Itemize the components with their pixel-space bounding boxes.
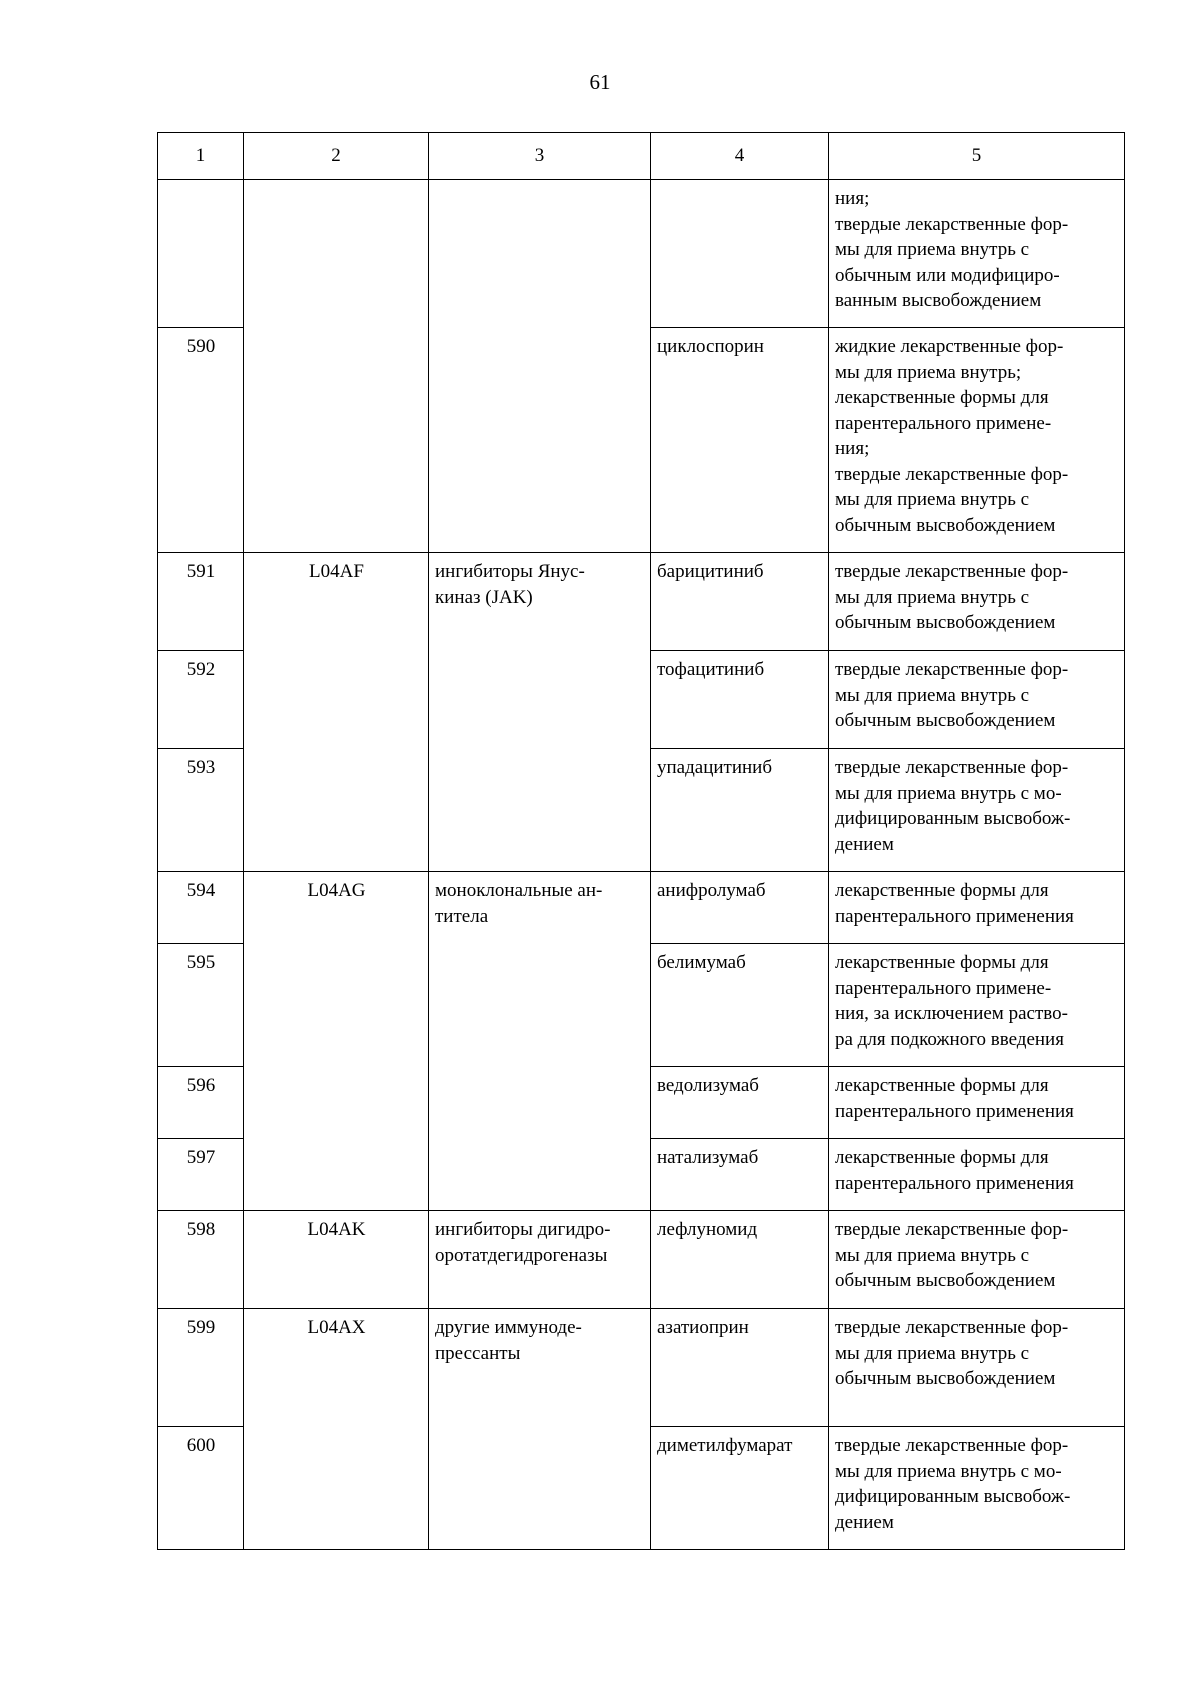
drug-name: тофацитиниб xyxy=(651,651,829,749)
drug-name: азатиоприн xyxy=(651,1309,829,1427)
atc-code xyxy=(244,180,429,553)
drug-name: упадацитиниб xyxy=(651,749,829,872)
page-number: 61 xyxy=(589,70,611,94)
drug-name xyxy=(651,180,829,328)
dosage-form: лекарственные формы для парентерального применения xyxy=(829,1067,1125,1139)
column-header: 4 xyxy=(651,133,829,180)
column-header: 3 xyxy=(429,133,651,180)
row-number: 592 xyxy=(158,651,244,749)
drug-table xyxy=(157,132,1125,1550)
dosage-form: твердые лекарственные фор- мы для приема внутрь с обычным высвобождением xyxy=(829,1309,1125,1427)
dosage-form: твердые лекарственные фор- мы для приема внутрь с обычным высвобождением xyxy=(829,651,1125,749)
drug-name: циклоспорин xyxy=(651,328,829,553)
column-header: 5 xyxy=(829,133,1125,180)
group-name: ингибиторы Янус- киназ (JAK) xyxy=(429,553,651,872)
row-number: 600 xyxy=(158,1427,244,1550)
table-row xyxy=(158,1211,1125,1309)
drug-name: барицитиниб xyxy=(651,553,829,651)
table-row xyxy=(158,553,1125,651)
drug-name: диметилфумарат xyxy=(651,1427,829,1550)
drug-name: белимумаб xyxy=(651,944,829,1067)
dosage-form: твердые лекарственные фор- мы для приема внутрь с мо- дифицированным высвобож- дением xyxy=(829,749,1125,872)
dosage-form: ния; твердые лекарственные фор- мы для приема внутрь с обычным или модифициро- ванным высвобождением xyxy=(829,180,1125,328)
row-number xyxy=(158,180,244,328)
drug-name: лефлуномид xyxy=(651,1211,829,1309)
dosage-form: лекарственные формы для парентерального применения xyxy=(829,872,1125,944)
group-name: другие иммуноде- прессанты xyxy=(429,1309,651,1550)
drug-name: анифролумаб xyxy=(651,872,829,944)
dosage-form: лекарственные формы для парентерального применения xyxy=(829,1139,1125,1211)
group-name: ингибиторы дигидро- оротатдегидрогеназы xyxy=(429,1211,651,1309)
row-number: 599 xyxy=(158,1309,244,1427)
drug-name: натализумаб xyxy=(651,1139,829,1211)
table-row xyxy=(158,1309,1125,1427)
row-number: 591 xyxy=(158,553,244,651)
group-name xyxy=(429,180,651,553)
row-number: 590 xyxy=(158,328,244,553)
dosage-form: твердые лекарственные фор- мы для приема внутрь с обычным высвобождением xyxy=(829,1211,1125,1309)
dosage-form: твердые лекарственные фор- мы для приема внутрь с мо- дифицированным высвобож- дением xyxy=(829,1427,1125,1550)
dosage-form: лекарственные формы для парентерального примене- ния, за исключением раство- ра для подкожного введения xyxy=(829,944,1125,1067)
table-row xyxy=(158,180,1125,328)
atc-code: L04AF xyxy=(244,553,429,872)
dosage-form: жидкие лекарственные фор- мы для приема внутрь; лекарственные формы для парентерального примене- ния; твердые лекарственные фор- мы для приема внутрь с обычным высвобождением xyxy=(829,328,1125,553)
table-header-row xyxy=(158,133,1125,180)
atc-code: L04AK xyxy=(244,1211,429,1309)
row-number: 597 xyxy=(158,1139,244,1211)
row-number: 596 xyxy=(158,1067,244,1139)
table-row xyxy=(158,872,1125,944)
drug-name: ведолизумаб xyxy=(651,1067,829,1139)
row-number: 595 xyxy=(158,944,244,1067)
column-header: 2 xyxy=(244,133,429,180)
atc-code: L04AX xyxy=(244,1309,429,1550)
row-number: 593 xyxy=(158,749,244,872)
row-number: 594 xyxy=(158,872,244,944)
row-number: 598 xyxy=(158,1211,244,1309)
group-name: моноклональные ан- титела xyxy=(429,872,651,1211)
column-header: 1 xyxy=(158,133,244,180)
atc-code: L04AG xyxy=(244,872,429,1211)
dosage-form: твердые лекарственные фор- мы для приема внутрь с обычным высвобождением xyxy=(829,553,1125,651)
